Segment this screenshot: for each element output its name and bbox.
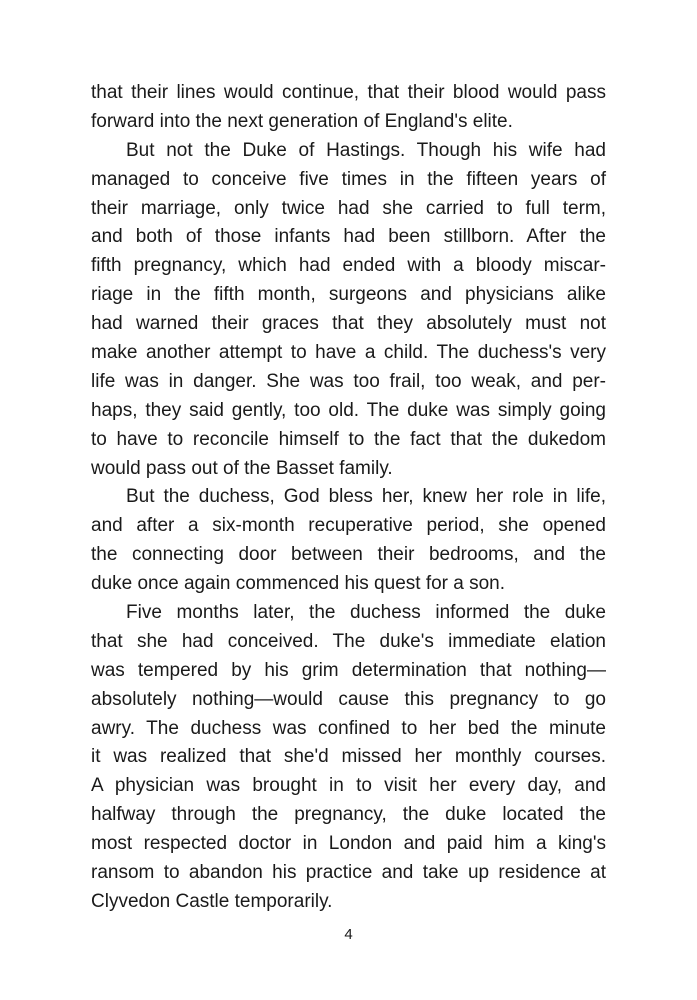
text-line: riage in the fifth month, surgeons and physicians alike (91, 284, 606, 306)
text-line: A physician was brought in to visit her every day, and (91, 775, 606, 797)
text-line: forward into the next generation of England's elite. (91, 110, 513, 132)
text-line: managed to conceive five times in the fifteen years of (91, 168, 606, 190)
text-line: But not the Duke of Hastings. Though his wife had (126, 139, 606, 161)
text-line: Five months later, the duchess informed the duke (126, 602, 606, 624)
text-line: fifth pregnancy, which had ended with a bloody miscar- (91, 255, 606, 277)
text-line: halfway through the pregnancy, the duke located the (91, 804, 606, 826)
page-number: 4 (344, 926, 353, 943)
text-line: most respected doctor in London and paid him a king's (91, 833, 606, 855)
text-line: ransom to abandon his practice and take up residence at (91, 862, 606, 884)
text-line: it was realized that she'd missed her monthly courses. (91, 746, 606, 768)
body-text (91, 79, 606, 917)
text-line: was tempered by his grim determination that nothing— (91, 659, 606, 681)
text-line: that their lines would continue, that their blood would pass (91, 82, 606, 103)
text-line: Clyvedon Castle temporarily. (91, 890, 333, 912)
text-line: had warned their graces that they absolutely must not (91, 313, 606, 335)
text-line: absolutely nothing—would cause this pregnancy to go (91, 688, 606, 710)
text-line: to have to reconcile himself to the fact that the dukedom (91, 428, 606, 450)
text-line: would pass out of the Basset family. (91, 457, 393, 479)
text-line: But the duchess, God bless her, knew her role in life, (126, 486, 606, 508)
text-line: and after a six-month recuperative period, she opened (91, 515, 606, 537)
text-line: the connecting door between their bedrooms, and the (91, 544, 606, 566)
text-line: that she had conceived. The duke's immediate elation (91, 630, 606, 652)
text-line: life was in danger. She was too frail, too weak, and per- (91, 370, 606, 392)
text-line: make another attempt to have a child. The duchess's very (91, 342, 606, 364)
text-line: their marriage, only twice had she carried to full term, (91, 197, 606, 219)
text-line: awry. The duchess was confined to her bed the minute (91, 717, 606, 739)
text-line: and both of those infants had been stillborn. After the (91, 226, 606, 248)
text-line: duke once again commenced his quest for a son. (91, 573, 506, 595)
text-line: haps, they said gently, too old. The duke was simply going (91, 399, 606, 421)
